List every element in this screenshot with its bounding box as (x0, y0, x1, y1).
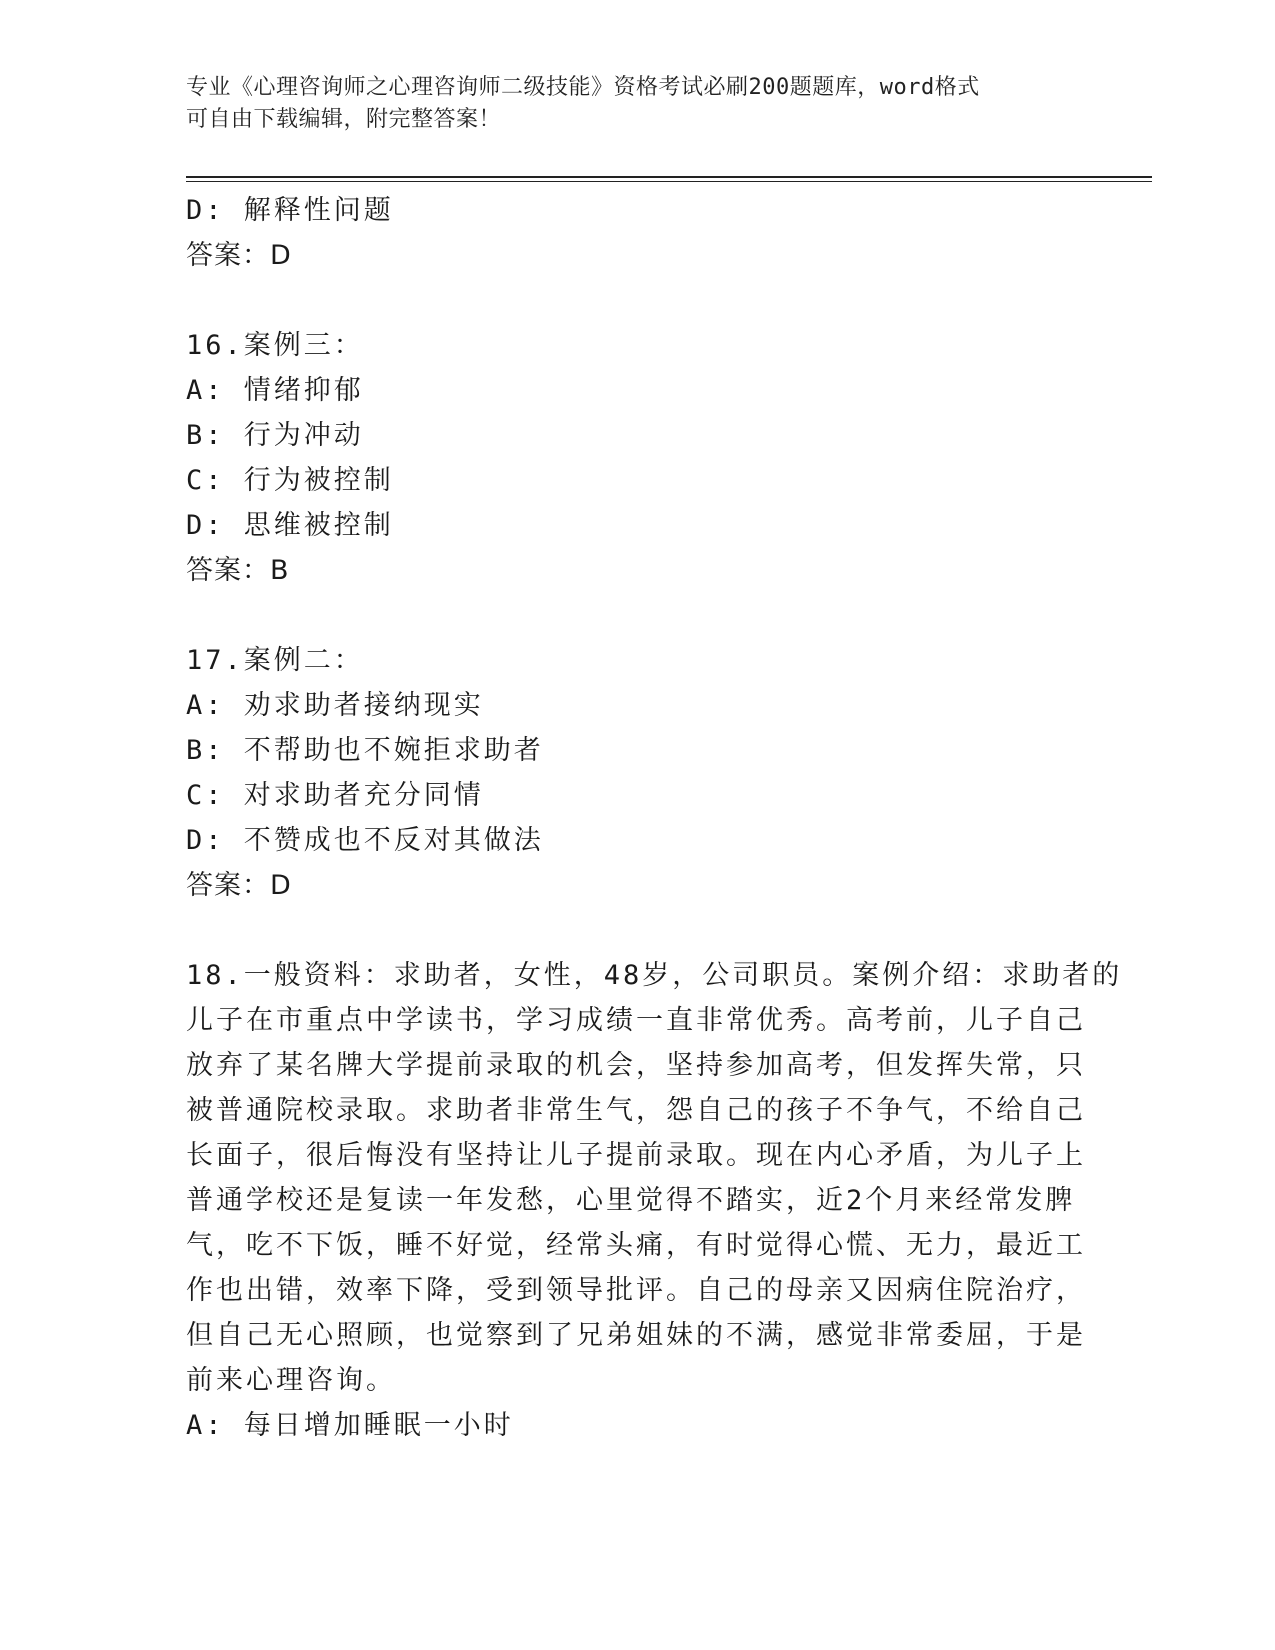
q17-option-a: A: 劝求助者接纳现实 (186, 690, 484, 721)
q16-option-c: C: 行为被控制 (186, 465, 394, 496)
q18-stem-line: 普通学校还是复读一年发愁，心里觉得不踏实，近2个月来经常发脾 (186, 1185, 1076, 1216)
q18-stem-line: 18.一般资料：求助者，女性，48岁，公司职员。案例介绍：求助者的 (186, 960, 1123, 991)
q18-stem-line: 儿子在市重点中学读书，学习成绩一直非常优秀。高考前，儿子自己 (186, 1005, 1086, 1036)
q16-option-d: D: 思维被控制 (186, 510, 394, 541)
q18-stem-line: 长面子，很后悔没有坚持让儿子提前录取。现在内心矛盾，为儿子上 (186, 1140, 1086, 1171)
spacer (186, 593, 1086, 638)
spacer (186, 908, 1086, 953)
q18-option-a: A: 每日增加睡眠一小时 (186, 1410, 514, 1441)
q17-answer: 答案：D (186, 870, 292, 901)
header-title-line-2: 可自由下载编辑，附完整答案！ (186, 107, 502, 132)
q17-title: 17.案例二： (186, 645, 364, 676)
q18-stem (186, 953, 1123, 1403)
q16-answer: 答案：B (186, 555, 290, 586)
q18-stem-line: 作也出错，效率下降，受到领导批评。自己的母亲又因病住院治疗， (186, 1275, 1086, 1306)
question-content (186, 188, 1123, 1448)
header-divider-thin (186, 181, 1152, 182)
q18-stem-line: 但自己无心照顾，也觉察到了兄弟姐妹的不满，感觉非常委屈，于是 (186, 1320, 1086, 1351)
page-header (186, 72, 1066, 136)
spacer (186, 278, 1086, 323)
q16-option-a: A: 情绪抑郁 (186, 375, 364, 406)
q17-option-c: C: 对求助者充分同情 (186, 780, 484, 811)
q15-answer: 答案：D (186, 240, 292, 271)
q15-option-d: D: 解释性问题 (186, 195, 394, 226)
q17-option-b: B: 不帮助也不婉拒求助者 (186, 735, 544, 766)
q16-title: 16.案例三： (186, 330, 364, 361)
q17-option-d: D: 不赞成也不反对其做法 (186, 825, 544, 856)
q18-stem-line: 前来心理咨询。 (186, 1365, 396, 1396)
q18-stem-line: 放弃了某名牌大学提前录取的机会，坚持参加高考，但发挥失常，只 (186, 1050, 1086, 1081)
q18-stem-line: 被普通院校录取。求助者非常生气，怨自己的孩子不争气，不给自己 (186, 1095, 1086, 1126)
header-title-line-1: 专业《心理咨询师之心理咨询师二级技能》资格考试必刷200题题库，word格式 (186, 75, 980, 100)
q16-option-b: B: 行为冲动 (186, 420, 364, 451)
header-divider-thick (186, 176, 1152, 178)
q18-stem-line: 气，吃不下饭，睡不好觉，经常头痛，有时觉得心慌、无力，最近工 (186, 1230, 1086, 1261)
